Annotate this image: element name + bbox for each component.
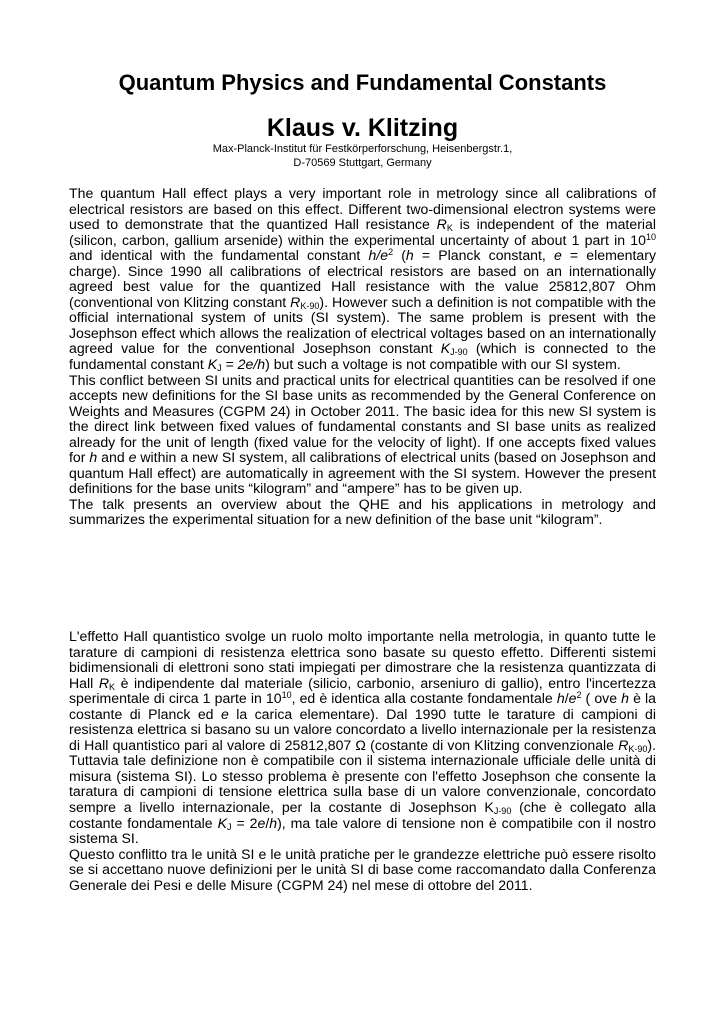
author-name: Klaus v. Klitzing — [266, 114, 459, 142]
english-paragraph-3: The talk presents an overview about the QHE and his applications in metrology and summarizes the experimental situation for a new definition of the base unit “kilogram”. — [69, 495, 656, 528]
paper-title: Quantum Physics and Fundamental Constants — [118, 70, 607, 95]
rk-symbol: R — [98, 674, 110, 691]
english-abstract — [69, 186, 656, 528]
author-affiliation — [0, 142, 725, 170]
english-paragraph-1: The quantum Hall effect plays a very important role in metrology since all calibrations of electrical resistors are based on this effect. Different two-dimensional electron systems were used to demonstrate that the quantized Hall resistance $R_K$ is independent of the material (silicon, carbon, gallium arsenide) within the experimental uncertainty of about 1 part in $10^{10}$ and identical with the fundamental constant $h/e^2$ (h = Planck constant, e = elementary charge). Since 1990 all calibrations of electrical resistors are based on an internationally agreed best value for the quantized Hall resistance with the value 25812,807 Ohm (conventional von Klitzing constant $R_{K-90}$). However such a definition is not compatible with the official international system of units (SI system). The same problem is present with the Josephson effect which allows the realization of electrical voltages based on an internationally agreed value for the conventional Josephson constant $K_{J-90}$ (which is connected to the fundamental constant $K_J = 2e/h$) but such a voltage is not compatible with our SI system. — [69, 185, 657, 374]
affiliation-line-1: Max-Planck-Institut für Festkörperforschung, Heisenbergstr.1, — [212, 143, 513, 155]
rk-symbol: R — [436, 216, 447, 233]
italian-paragraph-1: L'effetto Hall quantistico svolge un ruolo molto importante nella metrologia, in quanto tutte le tarature di campioni di resistenza elettrica sono basate su questo effetto. Differenti sistemi bidimensionali di elettroni sono stati impiegati per dimostrare che la resistenza quantizzata di Hall $R_K$ è indipendente dal materiale (silicio, carbonio, arseniuro di gallio), entro l'incertezza sperimentale di circa 1 parte in $10^{10}$, ed è identica alla costante fondamentale $h/e^2$ ( ove h è la costante di Planck ed e la carica elementare). Dal 1990 tutte le tarature di campioni di resistenza elettrica si basano su un valore concordato a livello internazionale per la resistenza di Hall quantistico pari al valore di 25812,807 Ω (costante di von Klitzing convenzionale $R_{K-90}$). Tuttavia tale definizione non è compatibile con il sistema internazionale ufficiale delle unità di misura (sistema SI). Lo stesso problema è presente con l'effetto Josephson che consente la taratura di campioni di tensione elettrica sulla base di un valore convenzionale, concordato sempre a livello internazionale, per la costante di Josephson $K_{J-90}$ (che è collegato alla costante fondamentale $K_J = 2e/h$), ma tale valore di tensione non è compatibile con il nostro sistema SI. — [69, 628, 657, 847]
he-constant: h/e — [368, 247, 389, 264]
kj-symbol: K — [217, 814, 228, 831]
rk90-symbol: R — [290, 293, 301, 310]
rk90-symbol: R — [618, 736, 629, 753]
affiliation-line-2: D-70569 Stuttgart, Germany — [293, 157, 432, 169]
italian-paragraph-2: Questo conflitto tra le unità SI e le unità pratiche per le grandezze elettriche può essere risolto se si accettano nuove definizioni per le unità SI di base come raccomandato dalla Conferenza Generale dei Pesi e delle Misure (CGPM 24) nel mese di ottobre del 2011. — [69, 845, 656, 893]
italian-abstract — [69, 629, 656, 893]
exponent: 10 — [281, 690, 292, 701]
kj90-symbol: K — [440, 340, 451, 357]
kj-symbol: K — [207, 356, 218, 373]
exponent: 10 — [645, 231, 656, 242]
english-paragraph-2: This conflict between SI units and practical units for electrical quantities can be resolved if one accepts new definitions for the SI base units as recommended by the General Conference on Weights and Measures (CGPM 24) in October 2011. The basic idea for this new SI system is the direct link between fixed values of fundamental constants and SI base units as realized already for the unit of length (fixed value for the velocity of light). If one accepts fixed values for h and e within a new SI system, all calibrations of electrical units (based on Josephson and quantum Hall effect) are automatically in agreement with the SI system. However the present definitions for the base units “kilogram” and “ampere” has to be given up. — [69, 371, 656, 497]
